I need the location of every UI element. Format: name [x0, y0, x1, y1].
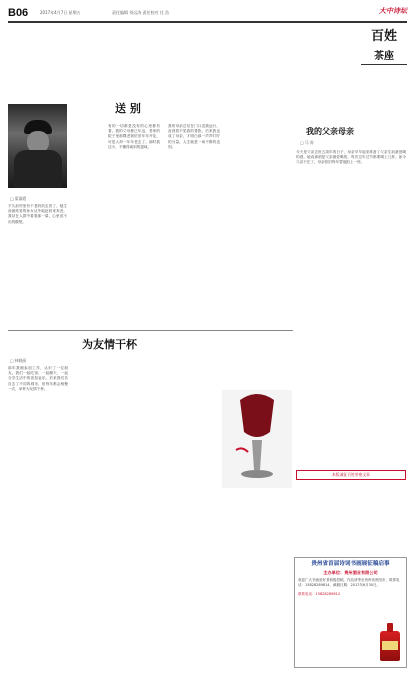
brand-top: 大中诗坛	[379, 6, 407, 15]
ad-phone: 联系电话：15828289814	[298, 592, 340, 596]
article-title: 送 别	[115, 102, 141, 115]
article-body-col3: 我的母亲总站在门口送我远行，直到看不见我的背影。后来我也成了母亲，才明白那一声声叮咛的分量。人生就是一场不断的送别。	[168, 124, 220, 149]
brand-subtitle: 茶座	[374, 51, 394, 62]
notice-box: 本版诚征百姓茶座文章	[296, 470, 406, 480]
article-body: 今天是父亲去世五周年的日子，母亲早早起来准备了父亲生前最爱喝的酒。她说那酒是父亲最爱喝的，每次过年过节都要喝上几杯。如今父亲不在了，母亲依旧每年替他斟上一杯。	[296, 150, 406, 165]
article-body-col2: 有的一切都是没有的心里都有着。我的父母都已年迈，老家的院子里那棵老树依旧年年开花，可是人却一年年老去了。那时我还小，不懂得离别的滋味。	[108, 124, 160, 149]
article-body-col1: 不久前村里有个老奶奶去世了，她生前最疼爱的孙女从外地赶回来奔丧。我站在人群中看着那一幕，心里说不出的酸楚。	[8, 204, 67, 224]
article-byline: □ 马 涛	[300, 140, 314, 145]
ad-title: 贵州省首届诗词书画展征稿启事	[311, 561, 390, 567]
liquor-bottle-icon	[380, 631, 400, 661]
article-title: 为友情干杯	[82, 338, 137, 351]
editor-line: 责任编辑 刘远涛 责任校对 任 浩	[112, 10, 170, 15]
brand-rule	[361, 64, 407, 65]
wine-glass-icon	[222, 390, 292, 488]
article-divider	[8, 330, 293, 331]
wine-glass-photo	[222, 390, 292, 488]
article-byline: □ 梁淑霞	[10, 196, 27, 201]
ad-subtitle: 主办单位：贵州酒业有限公司	[323, 570, 378, 575]
old-woman-photo	[8, 104, 67, 188]
article-byline: □ 林晓丽	[10, 358, 27, 363]
body-shape	[14, 150, 62, 188]
brand-title: 百姓	[370, 29, 397, 44]
issue-date: 2017年4月7日 星期五	[40, 10, 81, 15]
article-body-col1: 那年我刚参加工作，认识了一位朋友。我们一起吃饭，一起聊天，一起分享生活中的喜怒哀乐。后来我们各自去了不同的城市，但每年都会相聚一次，举杯为友情干杯。	[8, 366, 68, 391]
section-code: B06	[8, 7, 29, 19]
article-title: 我的父亲母亲	[306, 127, 354, 136]
header-rule	[8, 21, 407, 23]
brand-block	[361, 6, 407, 66]
ad-body: 欢迎广大书画爱好者积极投稿，作品请寄至贵州省贵阳市，联系电话：15828289814，截稿日期：2017年6月30日。	[298, 578, 400, 587]
ad-box	[294, 557, 407, 668]
